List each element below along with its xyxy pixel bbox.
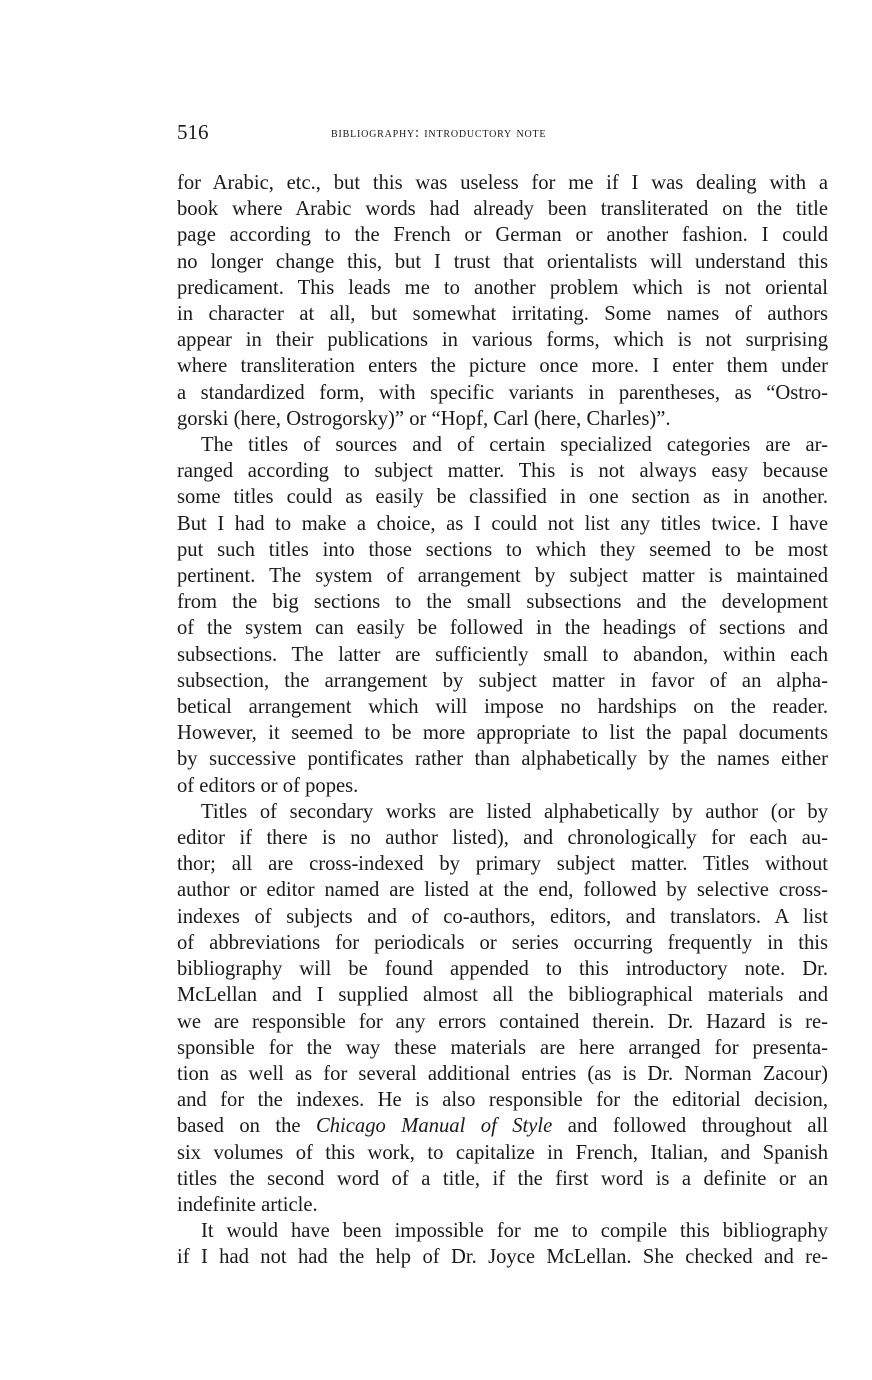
text-line: book where Arabic words had already been transliterated on the title (177, 198, 828, 221)
text-line: Titles of secondary works are listed alphabetically by author (or by (201, 800, 828, 823)
text-segment: and followed throughout all (552, 1115, 829, 1138)
text-line: in character at all, but somewhat irritating. Some names of authors (177, 303, 828, 326)
text-segment: based on the (177, 1115, 317, 1138)
text-line: indefinite article. (177, 1193, 318, 1216)
text-line: of abbreviations for periodicals or series occurring frequently in this (177, 931, 828, 954)
text-line: subsections. The latter are sufficiently small to abandon, within each (177, 643, 828, 666)
text-line: thor; all are cross-indexed by primary subject matter. Titles without (177, 853, 828, 876)
paragraph-arrangement (177, 432, 828, 799)
text-line: indexes of subjects and of co-authors, editors, and translators. A list (177, 905, 828, 928)
text-line: author or editor named are listed at the end, followed by selective cross- (177, 879, 828, 902)
text-line: appear in their publications in various forms, which is not surprising (177, 329, 828, 352)
body-text (177, 170, 828, 1271)
text-line: McLellan and I supplied almost all the bibliographical materials and (177, 984, 828, 1007)
text-line: no longer change this, but I trust that orientalists will understand this (177, 250, 828, 273)
text-line: However, it seemed to be more appropriate to list the papal documents (177, 722, 828, 745)
text-line: betical arrangement which will impose no hardships on the reader. (177, 696, 828, 719)
text-line: bibliography will be found appended to this introductory note. Dr. (177, 958, 828, 981)
text-line: put such titles into those sections to which they seemed to be most (177, 538, 828, 561)
text-line: But I had to make a choice, as I could not list any titles twice. I have (177, 512, 828, 535)
text-line: of editors or of popes. (177, 774, 359, 797)
text-line: subsection, the arrangement by subject matter in favor of an alpha- (177, 669, 828, 692)
text-line: editor if there is no author listed), and chronologically for each au- (177, 827, 828, 850)
text-line: some titles could as easily be classified in one section as in another. (177, 486, 828, 509)
text-line: It would have been impossible for me to compile this bibliography (201, 1220, 828, 1243)
text-line: page according to the French or German or another fashion. I could (177, 224, 828, 247)
text-line: The titles of sources and of certain specialized categories are ar- (201, 434, 828, 457)
text-line: tion as well as for several additional entries (as is Dr. Norman Zacour) (177, 1062, 828, 1085)
paragraph-transliteration (177, 170, 828, 432)
text-line: gorski (here, Ostrogorsky)” or “Hopf, Carl (here, Charles)”. (177, 407, 671, 430)
text-line: pertinent. The system of arrangement by subject matter is maintained (177, 565, 828, 588)
italic-book-title: Chicago Manual of Style (316, 1115, 553, 1138)
text-line: we are responsible for any errors contained therein. Dr. Hazard is re- (177, 1010, 828, 1033)
text-line: titles the second word of a title, if the first word is a definite or an (177, 1167, 828, 1190)
text-line: for Arabic, etc., but this was useless for me if I was dealing with a (177, 172, 828, 194)
text-line: by successive pontificates rather than alphabetically by the names either (177, 748, 828, 771)
text-line: a standardized form, with specific variants in parentheses, as “Ostro- (177, 381, 828, 404)
text-line: from the big sections to the small subsections and the development (177, 591, 828, 614)
text-line-with-italic-title (177, 1113, 828, 1139)
text-line: of the system can easily be followed in the headings of sections and (177, 617, 828, 640)
running-head (177, 118, 827, 146)
text-line: predicament. This leads me to another problem which is not oriental (177, 276, 828, 299)
paragraph-secondary-works (177, 799, 828, 1218)
text-line: if I had not had the help of Dr. Joyce McLellan. She checked and re- (177, 1246, 828, 1269)
text-line: and for the indexes. He is also responsible for the editorial decision, (177, 1089, 828, 1112)
text-line: six volumes of this work, to capitalize in French, Italian, and Spanish (177, 1141, 828, 1164)
text-line: where transliteration enters the picture once more. I enter them under (177, 355, 828, 378)
text-line: ranged according to subject matter. This is not always easy because (177, 460, 828, 483)
text-line: sponsible for the way these materials are here arranged for presenta- (177, 1036, 828, 1059)
paragraph-acknowledgement (177, 1218, 828, 1270)
running-title: bibliography: introductory note (331, 125, 547, 141)
page-number: 516 (177, 120, 209, 144)
